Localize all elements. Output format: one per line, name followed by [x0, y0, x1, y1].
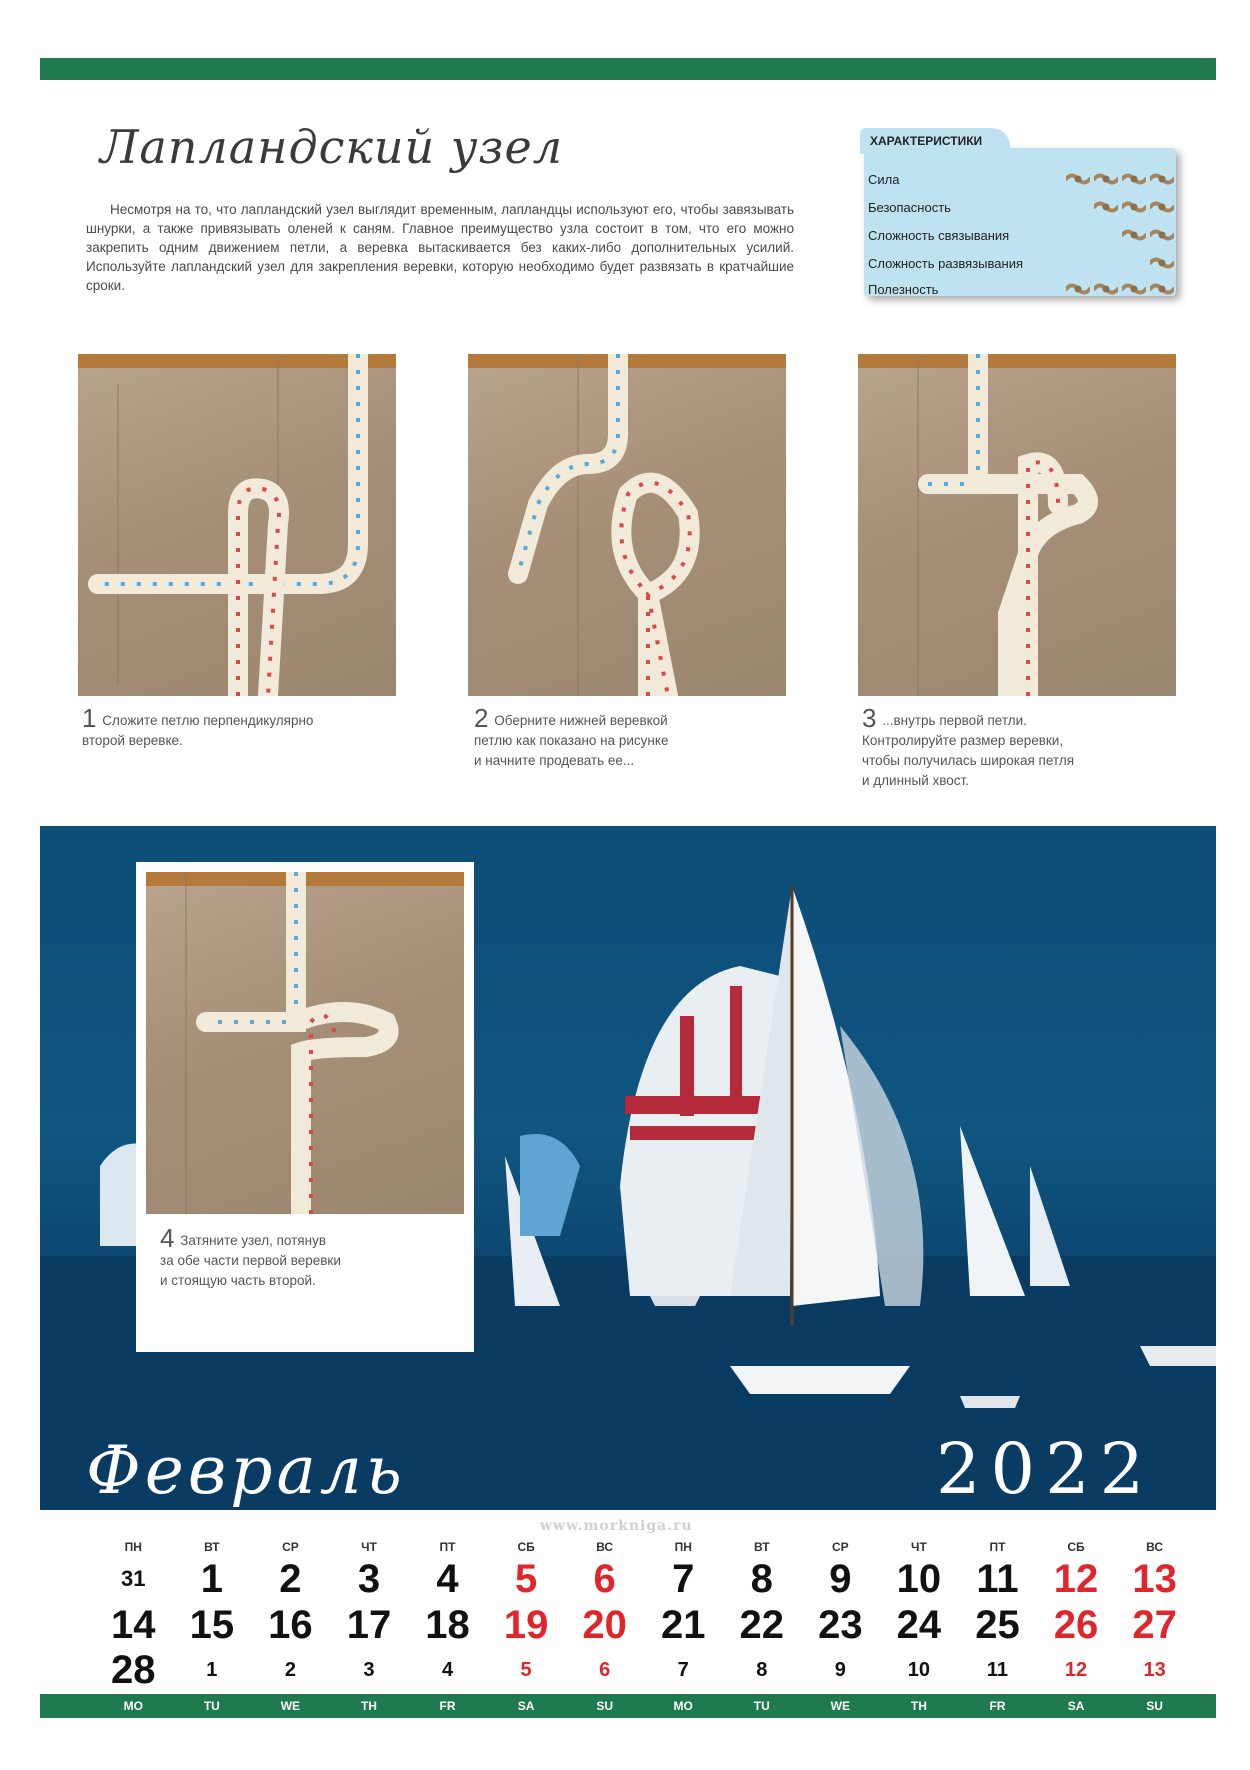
weekday-eng: TH [360, 1699, 377, 1713]
step-3-number: 3 [862, 703, 877, 733]
calendar-day: 18 [425, 1603, 470, 1647]
calendar-row-1 [94, 1556, 1194, 1602]
knot-icon [1122, 226, 1146, 242]
weekday-head: ЧТ [361, 1540, 377, 1554]
weekday-head: СБ [1067, 1540, 1085, 1554]
calendar-day: 26 [1053, 1603, 1099, 1647]
calendar-day: 12 [1053, 1557, 1099, 1601]
characteristic-row [868, 196, 1174, 222]
calendar-day: 12 [1064, 1659, 1088, 1681]
calendar-day: 9 [834, 1659, 846, 1681]
characteristic-row [868, 278, 1174, 304]
calendar-day: 10 [896, 1557, 942, 1601]
weekday-header-row [94, 1540, 1194, 1554]
calendar-day: 28 [111, 1648, 156, 1692]
calendar-day: 6 [599, 1659, 611, 1681]
knot-icon [1066, 280, 1090, 296]
weekday-eng: SA [1067, 1699, 1085, 1713]
characteristic-row [868, 224, 1174, 250]
calendar-day: 3 [357, 1557, 381, 1601]
knot-icon [1150, 254, 1174, 270]
weekday-head: ВТ [754, 1540, 770, 1554]
weekday-head: ПН [124, 1540, 142, 1554]
calendar-day: 5 [520, 1659, 532, 1681]
calendar-day: 7 [677, 1659, 689, 1681]
calendar-day: 6 [593, 1557, 616, 1601]
calendar-day: 22 [739, 1603, 785, 1647]
weekday-eng: FR [989, 1699, 1006, 1713]
knot-icon [1150, 280, 1174, 296]
characteristic-row [868, 168, 1174, 194]
characteristics-heading: ХАРАКТЕРИСТИКИ [860, 128, 1010, 154]
step-4-photo [146, 872, 464, 1214]
weekday-eng: FR [439, 1699, 456, 1713]
weekday-eng: WE [280, 1699, 301, 1713]
top-accent-bar [40, 58, 1216, 80]
calendar-day: 1 [206, 1659, 218, 1681]
weekday-eng: SU [1146, 1699, 1163, 1713]
calendar-day: 7 [672, 1557, 695, 1601]
knot-icon [1094, 170, 1118, 186]
knot-icon [1150, 226, 1174, 242]
weekday-head: ПТ [439, 1540, 456, 1554]
weekday-head: СР [282, 1540, 299, 1554]
calendar-day: 8 [750, 1557, 773, 1601]
knot-icon [1122, 280, 1146, 296]
rating-knots [1118, 226, 1174, 248]
knot-icon [1094, 198, 1118, 214]
step-1-line-2: второй веревке. [82, 733, 183, 748]
calendar-day: 16 [268, 1603, 313, 1647]
calendar-day: 11 [986, 1659, 1009, 1681]
calendar-day: 19 [503, 1603, 549, 1647]
calendar-day: 13 [1143, 1659, 1166, 1681]
weekday-head: СР [832, 1540, 849, 1554]
characteristic-label: Полезность [868, 282, 939, 297]
calendar-day: 3 [363, 1659, 375, 1681]
rating-knots [1062, 280, 1174, 302]
intro-paragraph: Несмотря на то, что лапландский узел выглядит временным, лапландцы используют его, чтобы завязывать шнурки, а также привязывать оленей к саням. Главное преимущество узла состоит в том, что его можно закрепить одним движением петли, а веревка вытаскивается без каких-либо дополнительных усилий. Используйте лапландский узел для закрепления веревки, которую необходимо будет развязать в кратчайшие сроки. [86, 202, 794, 293]
step-1-line-1: Сложите петлю перпендикулярно [102, 713, 314, 728]
calendar-day: 17 [346, 1603, 392, 1647]
weekday-eng: TH [910, 1699, 927, 1713]
rope-illustration-1 [78, 354, 396, 696]
calendar-day: 15 [189, 1603, 235, 1647]
weekday-eng: TU [753, 1699, 770, 1713]
calendar-row-3 [94, 1648, 1194, 1692]
weekday-eng: MO [673, 1699, 693, 1713]
weekday-head: ПН [674, 1540, 692, 1554]
step-3-line-3: чтобы получилась широкая петля [862, 753, 1075, 768]
knot-icon [1122, 198, 1146, 214]
knot-icon [1150, 170, 1174, 186]
step-2-photo [468, 354, 786, 696]
calendar-day: 1 [200, 1557, 223, 1601]
step-4-line-2: за обе части первой веревки [160, 1253, 341, 1268]
weekday-head: ЧТ [911, 1540, 927, 1554]
characteristic-label: Сила [868, 172, 900, 187]
step-3-line-1: ...внутрь первой петли. [882, 713, 1027, 728]
calendar-day: 9 [829, 1557, 852, 1601]
characteristic-label: Сложность связывания [868, 228, 1010, 243]
calendar-day: 8 [756, 1659, 768, 1681]
watermark: www.morkniga.ru [540, 1518, 693, 1534]
page-title: Лапландский узел [100, 120, 563, 174]
weekday-eng: MO [123, 1699, 143, 1713]
step-2-line-3: и начните продевать ее... [474, 753, 635, 768]
step-1-number: 1 [82, 703, 97, 733]
calendar-day: 4 [441, 1659, 454, 1681]
step-4-number: 4 [160, 1223, 175, 1253]
rating-knots [1062, 170, 1174, 192]
step-3-photo [858, 354, 1176, 696]
weekday-head: ВС [596, 1540, 614, 1554]
step-2-caption [474, 703, 794, 771]
characteristic-label: Сложность развязывания [868, 256, 1023, 271]
calendar-day: 20 [582, 1603, 627, 1647]
step-3-caption [862, 703, 1182, 791]
rope-illustration-4 [146, 872, 464, 1214]
weekday-head: ВС [1146, 1540, 1164, 1554]
month-name: Февраль [86, 1432, 406, 1509]
knot-icon [1066, 170, 1090, 186]
calendar-day: 13 [1132, 1557, 1177, 1601]
calendar-day: 27 [1132, 1603, 1177, 1647]
calendar-day: 23 [818, 1603, 863, 1647]
weekday-english-row [94, 1694, 1194, 1718]
weekday-head: ПТ [989, 1540, 1006, 1554]
step-1-caption [82, 703, 402, 751]
rope-illustration-2 [468, 354, 786, 696]
rating-knots [1090, 198, 1174, 220]
calendar-day: 14 [111, 1603, 156, 1647]
step-2-number: 2 [474, 703, 489, 733]
knot-icon [1094, 280, 1118, 296]
year-label: 2022 [936, 1428, 1155, 1510]
characteristic-label: Безопасность [868, 200, 951, 215]
calendar-day: 21 [660, 1603, 706, 1647]
step-4-line-1: Затяните узел, потянув [180, 1233, 326, 1248]
rating-knots [1146, 254, 1174, 276]
knot-icon [1150, 198, 1174, 214]
weekday-head: СБ [517, 1540, 535, 1554]
knot-icon [1122, 170, 1146, 186]
calendar-day: 5 [514, 1557, 538, 1601]
calendar-day: 24 [896, 1603, 942, 1647]
step-4-caption [160, 1223, 460, 1291]
weekday-eng: WE [830, 1699, 851, 1713]
step-1-photo [78, 354, 396, 696]
step-2-line-1: Оберните нижней веревкой [494, 713, 668, 728]
weekday-eng: SU [596, 1699, 613, 1713]
step-3-line-2: Контролируйте размер веревки, [862, 733, 1064, 748]
weekday-eng: TU [203, 1699, 220, 1713]
calendar-day: 2 [284, 1659, 296, 1681]
weekday-head: ВТ [204, 1540, 220, 1554]
calendar-day: 2 [279, 1557, 302, 1601]
characteristic-row [868, 252, 1174, 278]
step-4-line-3: и стоящую часть второй. [160, 1273, 316, 1288]
weekday-eng: SA [517, 1699, 535, 1713]
calendar-day: 11 [976, 1557, 1019, 1601]
calendar-day: 25 [975, 1603, 1020, 1647]
step-3-line-4: и длинный хвост. [862, 773, 969, 788]
calendar-day: 4 [436, 1557, 459, 1601]
rope-illustration-3 [858, 354, 1176, 696]
calendar-day: 10 [907, 1659, 931, 1681]
step-2-line-2: петлю как показано на рисунке [474, 733, 669, 748]
calendar-day: 31 [121, 1566, 146, 1591]
calendar-row-2 [94, 1602, 1194, 1648]
